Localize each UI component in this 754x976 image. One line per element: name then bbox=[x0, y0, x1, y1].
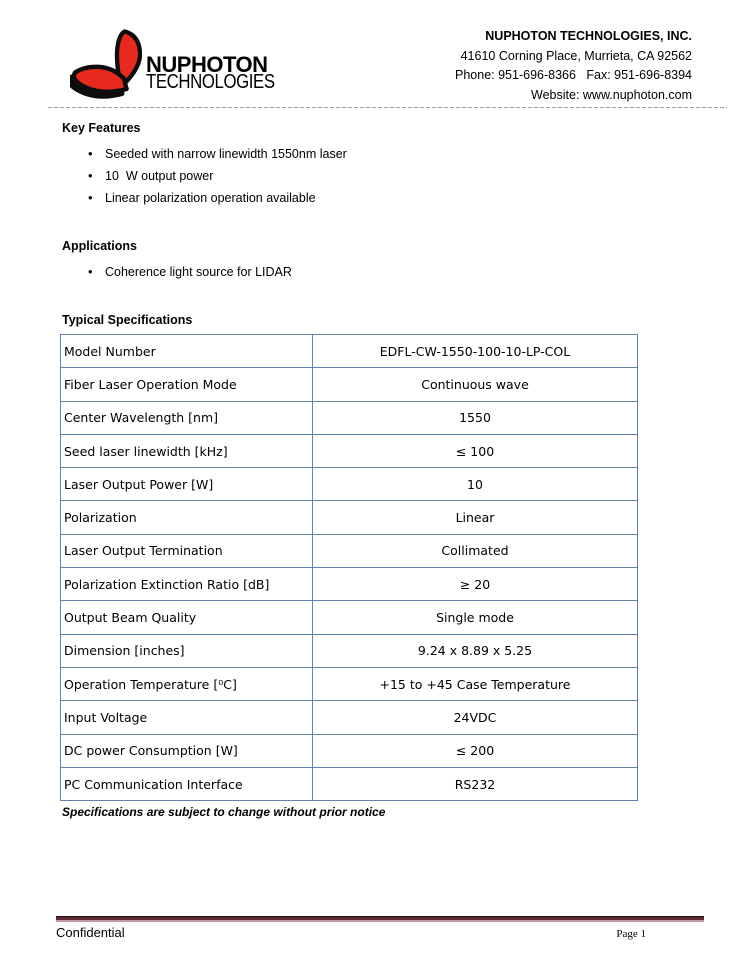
spec-value: 9.24 x 8.89 x 5.25 bbox=[313, 634, 638, 667]
spec-label: Operation Temperature [⁰C] bbox=[61, 667, 313, 700]
spec-label: Dimension [inches] bbox=[61, 634, 313, 667]
spec-value: RS232 bbox=[313, 767, 638, 800]
key-features-heading: Key Features bbox=[62, 121, 141, 135]
spec-value: Collimated bbox=[313, 534, 638, 567]
spec-value: EDFL-CW-1550-100-10-LP-COL bbox=[313, 335, 638, 368]
table-row bbox=[61, 601, 638, 634]
spec-value: ≥ 20 bbox=[313, 568, 638, 601]
spec-label: Laser Output Power [W] bbox=[61, 468, 313, 501]
spec-label: Seed laser linewidth [kHz] bbox=[61, 434, 313, 467]
spec-label: Center Wavelength [nm] bbox=[61, 401, 313, 434]
specifications-table bbox=[60, 334, 638, 801]
company-website: Website: www.nuphoton.com bbox=[531, 87, 692, 102]
header-divider bbox=[48, 107, 727, 108]
spec-value: Single mode bbox=[313, 601, 638, 634]
spec-label: Polarization Extinction Ratio [dB] bbox=[61, 568, 313, 601]
logo-subname: TECHNOLOGIES bbox=[146, 70, 275, 93]
specifications-heading: Typical Specifications bbox=[62, 313, 193, 327]
spec-label: DC power Consumption [W] bbox=[61, 734, 313, 767]
spec-label: PC Communication Interface bbox=[61, 767, 313, 800]
application-item: • Coherence light source for LIDAR bbox=[62, 261, 692, 283]
company-info bbox=[455, 26, 692, 105]
spec-value: +15 to +45 Case Temperature bbox=[313, 667, 638, 700]
page-number: Page 1 bbox=[616, 928, 646, 940]
table-row bbox=[61, 335, 638, 368]
table-row bbox=[61, 468, 638, 501]
spec-label: Laser Output Termination bbox=[61, 534, 313, 567]
page-header bbox=[0, 0, 754, 107]
spec-value: Linear bbox=[313, 501, 638, 534]
company-name: NUPHOTON TECHNOLOGIES, INC. bbox=[485, 29, 692, 43]
spec-label: Fiber Laser Operation Mode bbox=[61, 368, 313, 401]
logo-wordmark bbox=[146, 52, 303, 93]
table-row bbox=[61, 434, 638, 467]
spec-label: Model Number bbox=[61, 335, 313, 368]
table-row bbox=[61, 501, 638, 534]
spec-value: ≤ 100 bbox=[313, 434, 638, 467]
footer-rule bbox=[56, 916, 704, 923]
spec-value: Continuous wave bbox=[313, 368, 638, 401]
specifications-disclaimer: Specifications are subject to change without prior notice bbox=[62, 805, 386, 820]
table-row bbox=[61, 734, 638, 767]
applications-heading: Applications bbox=[62, 239, 138, 253]
table-row bbox=[61, 368, 638, 401]
spec-label: Polarization bbox=[61, 501, 313, 534]
key-feature-item: • Seeded with narrow linewidth 1550nm laser bbox=[62, 143, 692, 165]
spec-label: Output Beam Quality bbox=[61, 601, 313, 634]
spec-value: 24VDC bbox=[313, 701, 638, 734]
page-footer bbox=[56, 916, 704, 941]
table-row bbox=[61, 634, 638, 667]
table-row bbox=[61, 534, 638, 567]
spec-label: Input Voltage bbox=[61, 701, 313, 734]
table-row bbox=[61, 701, 638, 734]
key-features-list bbox=[62, 143, 692, 209]
nuphoton-logo-icon bbox=[70, 26, 142, 104]
confidential-label: Confidential bbox=[56, 925, 125, 940]
company-address: 41610 Corning Place, Murrieta, CA 92562 bbox=[460, 48, 692, 63]
spec-value: 10 bbox=[313, 468, 638, 501]
table-row bbox=[61, 401, 638, 434]
key-feature-item: • 10 W output power bbox=[62, 165, 692, 187]
spec-value: 1550 bbox=[313, 401, 638, 434]
table-row bbox=[61, 568, 638, 601]
logo-name: NUPHOTON bbox=[146, 52, 268, 77]
key-feature-item: • Linear polarization operation available bbox=[62, 187, 692, 209]
company-phone-fax: Phone: 951-696-8366 Fax: 951-696-8394 bbox=[455, 68, 692, 82]
spec-value: ≤ 200 bbox=[313, 734, 638, 767]
table-row bbox=[61, 667, 638, 700]
applications-list bbox=[62, 261, 692, 283]
nuphoton-logo bbox=[70, 26, 303, 104]
table-row bbox=[61, 767, 638, 800]
